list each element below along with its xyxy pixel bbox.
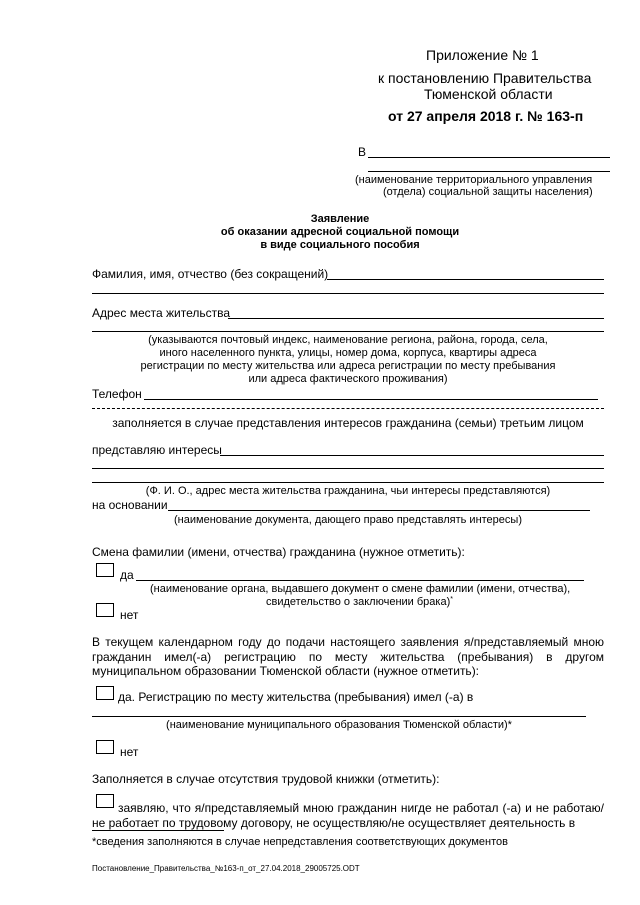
employment-question: Заполняется в случае отсутствия трудовой книжки (отметить): [92,772,440,786]
representative-note: заполняется в случае представления интересов гражданина (семьи) третьим лицом [112,416,584,430]
addressee-caption-1: (наименование территориального управления [355,174,593,186]
phone-label: Телефон [92,387,142,401]
address-field-line-2[interactable] [92,331,604,332]
footnote-separator [92,830,224,831]
address-field[interactable] [228,318,604,319]
footnote: *сведения заполняются в случае непредставления соответствующих документов [92,836,508,848]
title-line-1: Заявление [310,213,370,225]
section-divider [92,408,604,409]
address-note-4: или адреса фактического проживания) [248,373,448,385]
file-footer: Постановление_Правительства_№163-п_от_27.04.2018_29005725.ODT [92,864,360,873]
addressee-prefix: В [358,145,367,159]
represent-field[interactable] [220,455,604,456]
address-note-1: (указываются почтовый индекс, наименование региона, района, города, села, [148,334,548,346]
title-line-2: об оказании адресной социальной помощи [220,226,460,238]
resolution-line-2: Тюменской области [424,86,553,102]
full-name-label: Фамилия, имя, отчество (без сокращений) [92,267,329,281]
registration-yes-label: да. Регистрацию по месту жительства (пребывания) имел (-а) в [118,690,474,704]
basis-label: на основании [92,498,168,512]
address-label: Адрес места жительства [92,306,231,320]
name-change-caption-2: свидетельство о заключении брака)* [266,596,453,608]
registration-municipality-field[interactable] [92,716,586,717]
name-change-caption-1: (наименование органа, выдавшего документ о смене фамилии (имени, отчества), [150,583,571,595]
represent-label: представляю интересы [92,443,222,457]
registration-question: В текущем календарном году до подачи настоящего заявления я/представляемый мною гражданин имел(-а) регистрацию по месту жительства (пребывания) в другом муниципальном образовании Тюменской области (нужное отметить): [92,635,604,678]
registration-no-checkbox[interactable] [96,740,114,754]
appendix-number: Приложение № 1 [426,47,539,63]
basis-caption: (наименование документа, дающего право представлять интересы) [174,514,522,526]
represent-field-line-3[interactable] [92,482,604,483]
registration-no-label: нет [120,745,139,759]
title-line-3: в виде социального пособия [260,239,420,251]
name-change-no-checkbox[interactable] [96,603,114,617]
registration-caption: (наименование муниципального образования Тюменской области)* [166,719,512,731]
name-change-authority-field[interactable] [136,580,584,581]
name-change-no-label: нет [120,608,139,622]
basis-field[interactable] [168,510,590,511]
represent-caption: (Ф. И. О., адрес места жительства гражданина, чьи интересы представляются) [145,485,551,497]
full-name-field-line-2[interactable] [92,293,604,294]
address-note-3: регистрации по месту жительства или адреса регистрации по месту пребывания [140,360,556,372]
resolution-line-1: к постановлению Правительства [378,70,592,86]
phone-field[interactable] [144,399,598,400]
name-change-yes-label: да [120,568,134,582]
addressee-line-2[interactable] [368,171,610,172]
addressee-caption-2: (отдела) социальной защиты населения) [383,186,593,198]
name-change-question: Смена фамилии (имени, отчества) гражданина (нужное отметить): [92,545,465,559]
address-note-2: иного населенного пункта, улицы, номер дома, корпуса, квартиры адреса [159,347,537,359]
full-name-field[interactable] [327,279,604,280]
addressee-line-1[interactable] [368,157,610,158]
registration-yes-checkbox[interactable] [96,686,114,700]
resolution-date: от 27 апреля 2018 г. № 163-п [388,108,584,124]
name-change-yes-checkbox[interactable] [96,563,114,577]
employment-statement: заявляю, что я/представляемый мною гражданин нигде не работал (-а) и не работаю/не работает по трудовому договору, не осуществляю/не осуществляет деятельность в [92,801,604,830]
represent-field-line-2[interactable] [92,468,604,469]
